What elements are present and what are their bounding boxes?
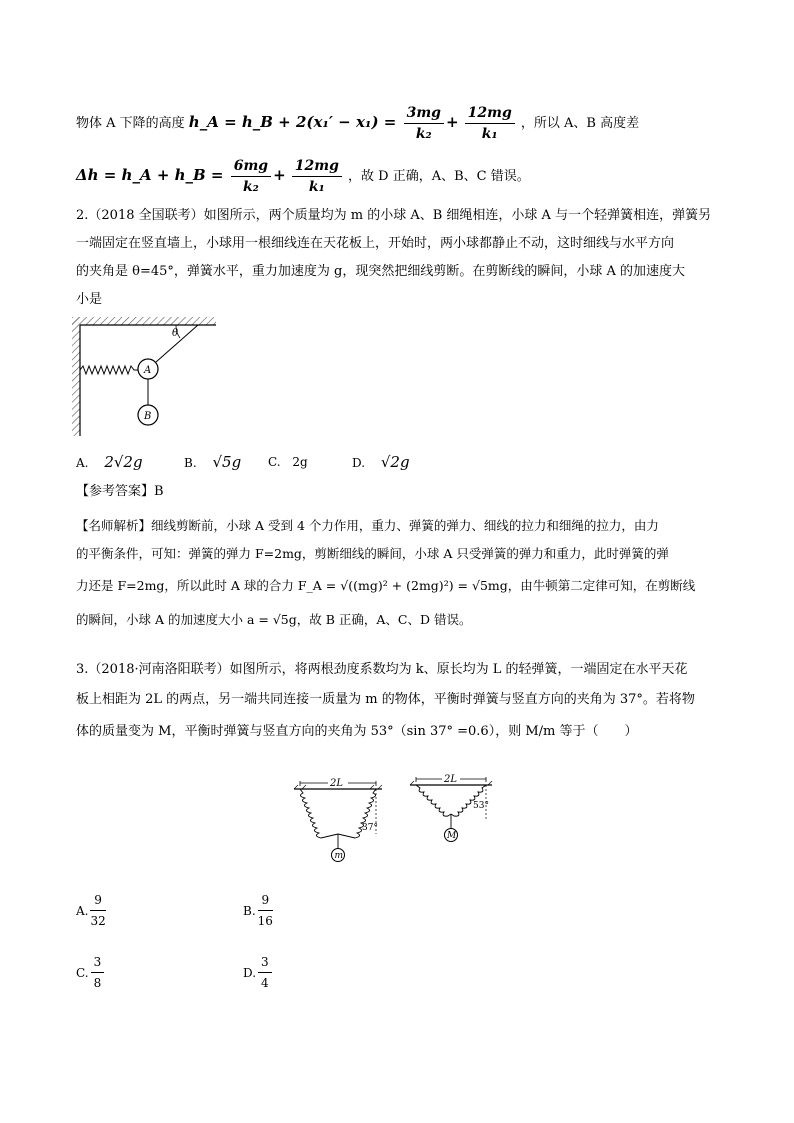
question-2-option-b: B. √5g bbox=[184, 453, 242, 471]
option-a-value: 2√2g bbox=[104, 453, 143, 471]
fraction-3mg-k2: $\frac{3mg}{\text{k₂}}$ bbox=[404, 103, 444, 144]
question-2-line-1: 2.（2018 全国联考）如图所示，两个质量均为 m 的小球 A、B 细绳相连，小球 A 与一个轻弹簧相连，弹簧另 bbox=[76, 208, 712, 223]
fraction-12mg-k1-b: $\frac{12mg}{\text{k₁}}$ bbox=[292, 156, 342, 197]
solution-line-1-prefix: 物体 A 下降的高度 bbox=[76, 116, 185, 131]
solution-line-2-suffix: ，故 D 正确，A、B、C 错误。 bbox=[348, 169, 530, 184]
question-2-line-3: 的夹角是 θ=45°，弹簧水平，重力加速度为 g，现突然把细线剪断。在剪断线的瞬间，小球 A 的加速度大 bbox=[76, 264, 686, 279]
question-2-analysis-line-1: 【名师解析】细线剪断前，小球 A 受到 4 个力作用，重力、弹簧的弹力、细线的拉力和细绳的拉力，由力 bbox=[76, 518, 659, 533]
spring bbox=[80, 366, 140, 374]
right-spring-1 bbox=[416, 785, 451, 816]
question-3-line-3: 体的质量变为 M，平衡时弹簧与竖直方向的夹角为 53°（sin 37° =0.6），则 M/m 等于（ ） bbox=[76, 724, 638, 739]
ceiling bbox=[72, 317, 216, 325]
left-angle-label: 37° bbox=[362, 823, 378, 833]
question-3-line-1: 3.（2018·河南洛阳联考）如图所示，将两根劲度系数均为 k、原长均为 L 的轻弹簧，一端固定在水平天花 bbox=[76, 662, 688, 677]
question-2-analysis-line-3: 力还是 F=2mg，所以此时 A 球的合力 F_A = √((mg)² + (2mg)²) = √5mg，由牛顿第二定律可知，在剪断线 bbox=[76, 578, 696, 593]
question-2-answer: 【参考答案】B bbox=[76, 484, 164, 499]
fraction-6mg-k2: $\frac{6mg}{\text{k₂}}$ bbox=[231, 156, 271, 197]
option-c-value: 2g bbox=[292, 455, 308, 469]
wall bbox=[72, 317, 80, 436]
question-2-line-2: 一端固定在竖直墙上，小球用一根细线连在天花板上，开始时，两小球都静止不动，这时细线与水平方向 bbox=[76, 236, 675, 251]
mass-M-label: M bbox=[447, 831, 457, 841]
question-2-option-c: C. 2g bbox=[268, 455, 308, 469]
theta-label: θ bbox=[172, 328, 179, 339]
question-2-analysis-line-4: 的瞬间，小球 A 的加速度大小 a = √5g，故 B 正确，A、C、D 错误。 bbox=[76, 612, 472, 627]
left-width-label: 2L bbox=[330, 778, 344, 789]
question-2-analysis-line-2: 的平衡条件，可知：弹簧的弹力 F=2mg，剪断细线的瞬间，小球 A 只受弹簧的弹力和重力，此时弹簧的弹 bbox=[76, 546, 669, 561]
question-3-option-d: D. $\frac{3}{4}$ bbox=[243, 952, 274, 993]
ball-b-label: B bbox=[144, 411, 152, 422]
question-3-option-c: C. $\frac{3}{8}$ bbox=[76, 952, 106, 993]
solution-line-1-suffix: ，所以 A、B 高度差 bbox=[520, 116, 640, 131]
option-b-value: √5g bbox=[212, 453, 242, 471]
solution-line-1: 物体 A 下降的高度 h_A = h_B + 2(x₁′ − x₁) = $\frac{3mg}{\text{k₂}}$ + $\frac{12mg}{\text{k₁}}$ ，所以 A、B 高度差 bbox=[76, 105, 640, 142]
ball-a-label: A bbox=[144, 365, 152, 376]
height-difference-formula: Δh = h_A + h_B = bbox=[76, 166, 229, 184]
solution-line-2: Δh = h_A + h_B = $\frac{6mg}{\text{k₂}}$ + $\frac{12mg}{\text{k₁}}$ ，故 D 正确，A、B、C 错误。 bbox=[76, 158, 530, 195]
question-2-figure bbox=[68, 314, 218, 438]
question-3-option-b: B. $\frac{9}{16}$ bbox=[243, 890, 275, 931]
question-3-figure bbox=[290, 772, 500, 868]
fraction-12mg-k1: $\frac{12mg}{\text{k₁}}$ bbox=[465, 103, 515, 144]
left-spring-1 bbox=[300, 789, 338, 838]
question-2-option-d: D. √2g bbox=[352, 453, 410, 471]
right-angle-label: 53° bbox=[473, 801, 489, 811]
figure-left bbox=[294, 778, 382, 862]
question-2-line-4: 小是 bbox=[76, 292, 103, 307]
figure-right bbox=[410, 774, 492, 842]
height-formula-a: h_A = h_B + 2(x₁′ − x₁) = bbox=[188, 113, 402, 131]
question-3-line-2: 板上相距为 2L 的两点，另一端共同连接一质量为 m 的物体，平衡时弹簧与竖直方向的夹角为 37°。若将物 bbox=[76, 692, 695, 707]
mass-m-label: m bbox=[334, 851, 344, 861]
right-width-label: 2L bbox=[444, 774, 458, 785]
question-3-option-a: A. $\frac{9}{32}$ bbox=[76, 890, 108, 931]
option-d-value: √2g bbox=[380, 453, 410, 471]
question-2-option-a: A. 2√2g bbox=[76, 453, 143, 471]
